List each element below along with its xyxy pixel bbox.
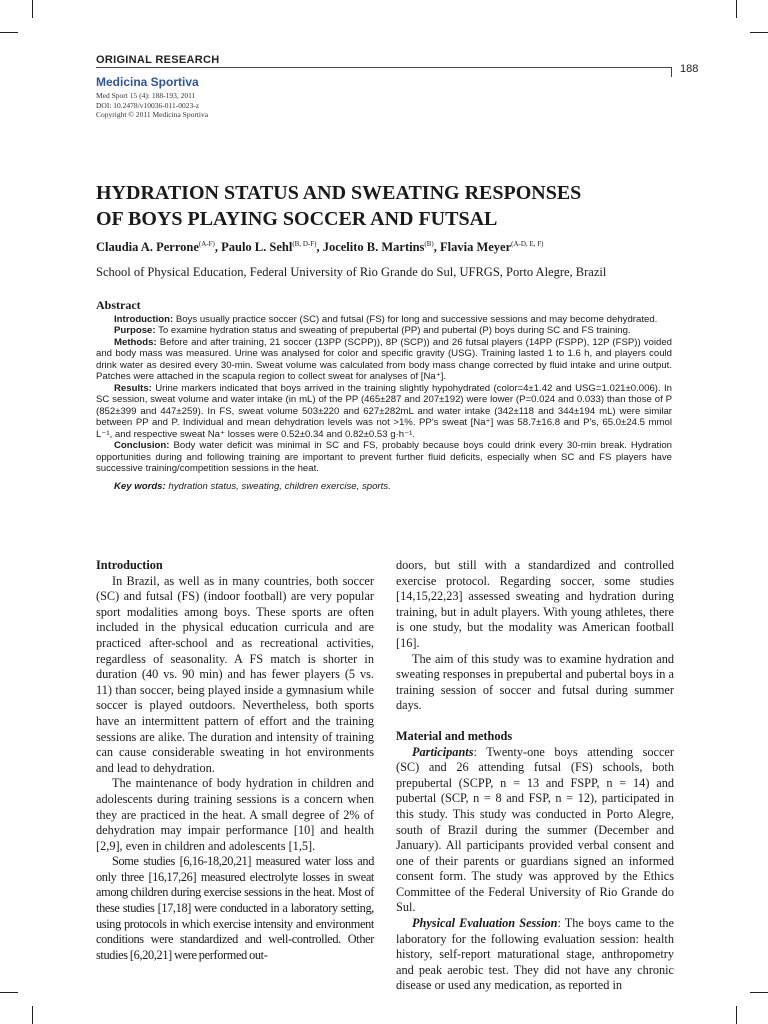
intro-paragraph: In Brazil, as well as in many countries, both soccer (SC) and futsal (FS) (indoor football) are very popular sport modalities among boys. These sports are often included in the physical education curricula and are practiced after-school and as recreational activities, regardless of seasonality. A FS match is shorter in duration (40 vs. 90 min) and has fewer players (5 vs. 11) than soccer, being played inside a gymnasium while soccer is played outdoors. Nevertheless, both sports have an intermittent pattern of effort and the training sessions are alike. The duration and intensity of training can cause considerable sweating in hot environments and lead to dehydration. <box>96 573 374 775</box>
journal-copyright: Copyright © 2011 Medicina Sportiva <box>96 110 209 119</box>
article-title <box>96 180 676 232</box>
keywords-label: Key words: <box>114 480 166 492</box>
body-column-right <box>396 558 674 994</box>
author-separator: , <box>316 240 323 254</box>
keywords-text: hydration status, sweating, children exercise, sports. <box>165 480 391 492</box>
journal-name: Medicina Sportiva <box>96 75 199 89</box>
author-separator: , <box>214 240 222 254</box>
author-role: (A-D, E, F) <box>511 239 544 248</box>
journal-citation: Med Sport 15 (4): 188-193, 2011 <box>96 91 196 100</box>
journal-meta <box>96 91 208 120</box>
aim-paragraph: The aim of this study was to examine hydration and sweating responses in prepubertal and pubertal boys in a training session of soccer and futsal during summer days. <box>396 651 674 713</box>
abstract-label: Purpose: <box>114 325 156 336</box>
author-role: (B, D-F) <box>292 239 317 248</box>
crop-mark <box>736 0 737 18</box>
body-column-left <box>96 558 374 963</box>
crop-mark <box>750 32 768 33</box>
abstract-text: Before and after training, 21 soccer (13PP (SCPP)), 8P (SCP)) and 26 futsal players (14PP (FSPP), 12P (FSP)) voided and body mass was measured. Urine was analysed for color and specific gravity (USG). Training lasted 1 to 1.6 h, and players could drink water as desired every 30-min. Sweat volume was calculated from body mass change corrected by fluid intake and urine output. Patches were attached in the scapula region to collect sweat for analyses of [Na⁺]. <box>96 336 672 382</box>
abstract-text: Urine markers indicated that boys arrived in the training slightly hypohydrated (color=4±1.42 and USG=1.021±0.006). In SC session, sweat volume and water intake (in mL) of the PP (465±287 and 207±192) were lower (P=0.024 and 0.033) than those of P (852±399 and 447±259). In FS, sweat volume 503±220 and 627±282mL and water intake (342±118 and 344±194 mL) were similar between PP and P. Individual and mean dehydration levels was not >1%. PP's sweat [Na⁺] was 58.7±16.8 and P's, 65.0±24.5 mmol L⁻¹, and respective sweat Na⁺ losses were 0.52±0.34 and 0.82±0.53 g·h⁻¹. <box>96 382 672 440</box>
introduction-heading: Introduction <box>96 558 163 572</box>
intro-paragraph: The maintenance of body hydration in children and adolescents during training sessions is a concern when they are practiced in the heat. A small degree of 2% of dehydration may impair performance [10] and health [2,9], even in children and adolescents [1,5]. <box>96 776 374 853</box>
abstract-label: Results: <box>114 382 152 394</box>
intro-paragraph-continued: doors, but still with a standardized and controlled exercise protocol. Regarding soccer, some studies [14,15,22,23] assessed sweating and hydration during training, but in adult players. With young athletes, there is one study, but the modality was American football [16]. <box>396 558 674 650</box>
abstract-heading: Abstract <box>96 298 141 312</box>
author-separator: , <box>433 240 440 254</box>
abstract-purpose <box>96 325 672 337</box>
methods-heading: Material and methods <box>396 728 513 743</box>
evaluation-text: : The boys came to the laboratory for the following evaluation session: health history, self-report maturational stage, anthropometry and peak aerobic test. They did not have any chronic disease or used any medication, as reported in <box>396 916 674 993</box>
author-name: Paulo L. Sehl <box>221 240 293 254</box>
crop-mark <box>0 32 18 33</box>
abstract-text: To examine hydration status and sweating of prepubertal (PP) and pubertal (P) boys during SC and FS training. <box>155 325 631 336</box>
abstract-conclusion <box>96 440 672 475</box>
abstract-text: Boys usually practice soccer (SC) and futsal (FS) for long and successive sessions and may become dehydrated. <box>173 313 658 325</box>
header-rule-tick <box>671 67 672 77</box>
author-role: (B) <box>424 239 434 248</box>
abstract-text: Body water deficit was minimal in SC and FS, probably because boys could drink every 30-min break. Hydration opportunities during and following training are important to prevent further fluid deficits, especially when SC and FS players have successive training/competition sessions in the heat. <box>96 440 672 474</box>
crop-mark <box>750 992 768 993</box>
abstract-introduction <box>96 314 672 326</box>
intro-paragraph: Some studies [6,16-18,20,21] measured water loss and only three [16,17,26] measured electrolyte losses in sweat among children during exercise sessions in the heat. Most of these studies [17,18] were conducted in a laboratory setting, using protocols in which exercise intensity and environment conditions were standardized and well-controlled. Other studies [6,20,21] were performed out- <box>96 854 374 962</box>
author-name: Flavia Meyer <box>440 240 512 254</box>
page-number: 188 <box>680 63 699 75</box>
author-name: Jocelito B. Martins <box>322 240 425 254</box>
participants-label: Participants <box>412 744 474 759</box>
abstract-label: Introduction: <box>114 313 174 325</box>
participants-paragraph <box>396 745 674 917</box>
abstract-label: Methods: <box>114 336 157 348</box>
crop-mark <box>736 1006 737 1024</box>
abstract-label: Conclusion: <box>114 440 170 451</box>
abstract-methods <box>96 337 672 383</box>
article-title-line: HYDRATION STATUS AND SWEATING RESPONSES <box>96 182 582 204</box>
section-label: ORIGINAL RESEARCH <box>96 54 220 66</box>
author-list <box>96 240 676 255</box>
keywords <box>96 481 672 493</box>
author-name: Claudia A. Perrone <box>96 240 199 254</box>
abstract <box>96 300 672 492</box>
journal-doi: DOI: 10.2478/v10036-011-0023-z <box>96 100 200 110</box>
crop-mark <box>32 1006 33 1024</box>
author-role: (A-F) <box>198 239 215 248</box>
crop-mark <box>0 992 18 993</box>
participants-text: : Twenty-one boys attending soccer (SC) and 26 attending futsal (FS) schools, both prepubertal (SCPP, n = 13 and FSPP, n = 14) and pubertal (SCP, n = 8 and FSP, n = 12), participated in this study. This study was conducted in Porto Alegre, south of Brazil during the summer (December and January). All participants provided verbal consent and one of their parents or guardians signed an informed consent form. The study was approved by the Ethics Committee of the Federal University of Rio Grande do Sul. <box>396 744 674 915</box>
abstract-results <box>96 383 672 441</box>
evaluation-label: Physical Evaluation Session <box>412 916 558 931</box>
affiliation: School of Physical Education, Federal University of Rio Grande do Sul, UFRGS, Porto Alegre, Brazil <box>96 265 607 279</box>
crop-mark <box>32 0 33 18</box>
article-title-line: OF BOYS PLAYING SOCCER AND FUTSAL <box>96 208 498 230</box>
evaluation-paragraph <box>396 916 674 994</box>
header-rule <box>96 67 672 68</box>
